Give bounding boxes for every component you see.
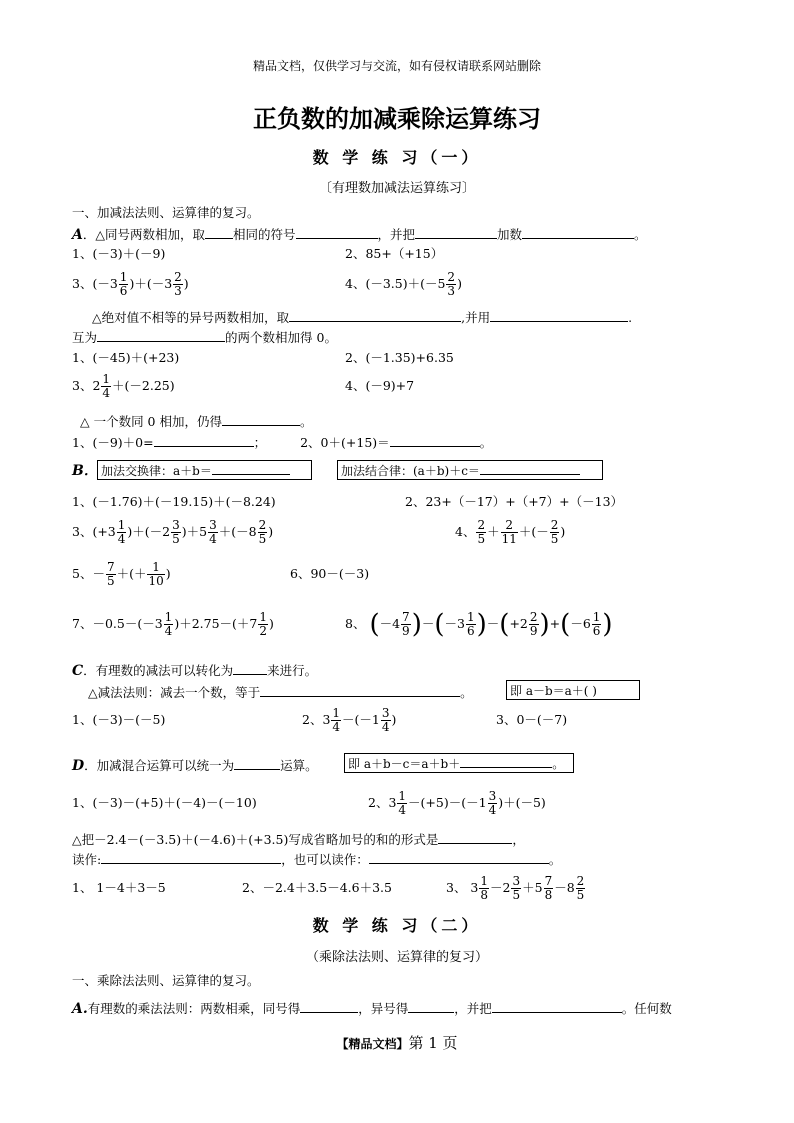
- num: 3: [488, 789, 497, 803]
- text: ，并把: [454, 1001, 492, 1016]
- den: 9: [529, 624, 538, 638]
- blank: [460, 755, 552, 768]
- text: 。: [634, 227, 647, 242]
- den: 5: [172, 532, 180, 546]
- text: )＋(－5): [498, 795, 546, 810]
- blank: [234, 756, 280, 770]
- blank: [300, 999, 358, 1013]
- a-q6: 2、(－1.35)+6.35: [345, 350, 454, 365]
- text: 。: [460, 685, 473, 700]
- den: 5: [550, 532, 559, 546]
- fraction: [258, 519, 268, 546]
- text: △减法法则：减去一个数，等于: [88, 685, 261, 700]
- a-rule2b: [72, 328, 337, 346]
- b-q8: 8、 (－4 $\frac{7}{9}$ )－(－3 $\frac{1}{6}$ )－(+2 $\frac{2}{9}$ )+(－6 $\frac{1}{6}$ ): [345, 609, 613, 640]
- text: －2: [490, 880, 511, 895]
- text: ): [268, 524, 274, 539]
- den: 4: [209, 532, 217, 546]
- fraction: [258, 611, 268, 638]
- num: 2: [529, 610, 538, 624]
- blank: [492, 999, 622, 1013]
- text: ，也可以读作：: [281, 852, 369, 867]
- section2-heading: 一、乘除法法则、运算律的复习。: [72, 973, 260, 988]
- a-q4: [345, 268, 462, 300]
- part2-subtitle: （乘除法法则、运算律的复习）: [305, 950, 488, 965]
- fraction: [171, 519, 181, 546]
- den: 6: [119, 284, 128, 298]
- num: 2: [576, 874, 585, 888]
- num: 1: [259, 610, 267, 624]
- text: 3、2: [72, 378, 101, 393]
- num: 1: [480, 874, 489, 888]
- a-rule3: [80, 412, 313, 430]
- fraction: [208, 519, 218, 546]
- den: 3: [174, 284, 182, 298]
- blank: [522, 225, 634, 239]
- text: ,并用: [461, 310, 491, 325]
- fraction: [550, 519, 560, 546]
- text: －4: [379, 616, 401, 631]
- den: 8: [544, 888, 553, 902]
- blank: [438, 830, 512, 844]
- text: )＋(－3: [129, 276, 173, 291]
- text: ．有理数的减法可以转化为: [83, 663, 234, 678]
- fraction: [381, 707, 391, 734]
- num: 1: [102, 372, 111, 386]
- fraction: [544, 875, 554, 902]
- num: 2: [477, 518, 486, 532]
- text: .: [628, 310, 633, 325]
- text: 即 a＋b－c＝a＋b＋: [348, 757, 461, 771]
- d-label: D: [72, 758, 85, 774]
- c-rule: [72, 661, 317, 679]
- fraction: [106, 561, 116, 588]
- fraction: [164, 611, 174, 638]
- text: ．加减混合运算可以统一为: [84, 758, 235, 773]
- blank: [101, 850, 281, 864]
- text: 8、: [345, 616, 366, 631]
- den: 6: [592, 624, 601, 638]
- d-q4: 2、－2.4＋3.5－4.6＋3.5: [242, 880, 392, 895]
- den: 4: [332, 720, 341, 734]
- den: 4: [398, 803, 407, 817]
- text: ，: [512, 832, 525, 847]
- text: －3: [444, 616, 465, 631]
- den: 5: [106, 574, 115, 588]
- num: 2: [550, 518, 559, 532]
- text: ；: [253, 435, 267, 450]
- d-rule3: [72, 850, 561, 868]
- den: 11: [501, 532, 517, 546]
- text: 加数: [497, 227, 523, 242]
- num: 1: [332, 706, 341, 720]
- c-q1: 1、(－3)－(－5): [72, 712, 166, 727]
- num: 7: [106, 560, 115, 574]
- text: ＋(－2.25): [112, 378, 175, 393]
- text: 2、0＋(+15)＝: [300, 435, 390, 450]
- footer-tag: 【精品文档】: [336, 1037, 409, 1051]
- text: －6: [570, 616, 591, 631]
- text: △绝对值不相等的异号两数相加，取: [92, 310, 290, 325]
- d-q2: [368, 785, 546, 821]
- blank: [212, 462, 290, 475]
- fraction: [592, 611, 602, 638]
- text: ，异号得: [358, 1001, 409, 1016]
- a-q7: [72, 370, 175, 402]
- page-number: 第 1 页: [408, 1034, 458, 1052]
- text: ): [457, 276, 462, 291]
- den: 4: [164, 624, 173, 638]
- text: +2: [509, 616, 528, 631]
- fraction: [501, 519, 518, 546]
- text: 。: [479, 435, 493, 450]
- text: ): [269, 616, 274, 631]
- a-q9: [72, 433, 492, 451]
- blank: [390, 433, 480, 447]
- blank: [205, 225, 233, 239]
- text: 互为: [72, 330, 98, 345]
- num: 3: [172, 518, 180, 532]
- text: 加法结合律：(a＋b)＋c＝: [341, 464, 480, 478]
- section1-heading: 一、加减法法则、运算律的复习。: [72, 205, 260, 220]
- blank: [97, 328, 225, 342]
- den: 8: [480, 888, 489, 902]
- den: 4: [488, 803, 497, 817]
- b-commutative-box: [97, 460, 312, 480]
- num: 2: [447, 270, 456, 284]
- text: 7、－0.5－(－3: [72, 616, 163, 631]
- text: 3、 3: [446, 880, 479, 895]
- page-header: 精品文档，仅供学习与交流，如有侵权请联系网站删除: [252, 59, 541, 73]
- blank: [233, 661, 267, 675]
- den: 6: [466, 624, 475, 638]
- fraction: [117, 519, 127, 546]
- text: 。: [552, 757, 565, 771]
- c-q2: [302, 702, 396, 738]
- den: 5: [512, 888, 521, 902]
- d-q3: 1、 1－4＋3－5: [72, 880, 166, 895]
- page-title: 正负数的加减乘除运算练习: [253, 104, 541, 133]
- text: －(+5)－(－1: [408, 795, 487, 810]
- text: ): [560, 524, 566, 539]
- b-q4: [455, 514, 565, 550]
- blank: [415, 225, 497, 239]
- den: 5: [258, 532, 267, 546]
- num: 3: [512, 874, 521, 888]
- num: 7: [544, 874, 553, 888]
- d-rule: [72, 756, 318, 774]
- text: △ 一个数同 0 相加，仍得: [80, 414, 222, 429]
- text: 来进行。: [267, 663, 318, 678]
- text: B: [72, 463, 84, 479]
- text: 。: [300, 414, 313, 429]
- blank: [222, 412, 300, 426]
- fraction: [397, 790, 407, 817]
- text: ＋(－: [518, 524, 549, 539]
- text: 5、－: [72, 566, 105, 581]
- b-associative-box: [337, 460, 603, 480]
- a-label: A: [72, 227, 83, 243]
- a-q3: [72, 268, 189, 300]
- den: 4: [117, 532, 126, 546]
- d-q5: [446, 870, 586, 906]
- den: 4: [381, 720, 390, 734]
- a-q1: 1、(－3)＋(－9): [72, 246, 166, 261]
- text: 4、(－3.5)＋(－5: [345, 276, 446, 291]
- text: ＋(－8: [218, 524, 257, 539]
- b-q2: 2、23+（－17）+（+7）+（－13）: [405, 494, 624, 509]
- den: 2: [259, 624, 267, 638]
- text: 的两个数相加得 0。: [225, 330, 337, 345]
- text: ＋5: [522, 880, 543, 895]
- fraction: [101, 373, 111, 400]
- den: 4: [102, 386, 111, 400]
- fraction: [147, 561, 164, 588]
- c-label: C: [72, 663, 84, 679]
- part2-title: 数 学 练 习（二）: [312, 916, 482, 935]
- d-box: [344, 753, 574, 773]
- num: 2: [258, 518, 267, 532]
- b-q6: 6、90－(－3): [290, 566, 370, 581]
- text: )＋(－2: [127, 524, 171, 539]
- num: 7: [402, 610, 410, 624]
- text: －8: [554, 880, 575, 895]
- den: 5: [576, 888, 585, 902]
- part1-subtitle: 〔有理数加减法运算练习〕: [318, 181, 475, 196]
- text: 3、(－3: [72, 276, 118, 291]
- fraction: [476, 519, 486, 546]
- c-q3: 3、0－(－7): [496, 712, 568, 727]
- d-q1: 1、(－3)－(+5)＋(－4)－(－10): [72, 795, 257, 810]
- num: 3: [381, 706, 390, 720]
- num: 1: [119, 270, 128, 284]
- num: 1: [164, 610, 173, 624]
- text: 。任何数: [621, 1001, 672, 1016]
- fraction: [401, 611, 411, 638]
- blank: [490, 308, 628, 322]
- page-footer: [0, 1035, 794, 1052]
- text: )＋5: [181, 524, 208, 539]
- text: ): [183, 276, 189, 291]
- d-rule2: [72, 830, 525, 848]
- a-q5: 1、(－45)＋(+23): [72, 350, 180, 365]
- fraction: [119, 271, 129, 298]
- a2-label: A.: [72, 1001, 88, 1017]
- text: ＋(＋: [116, 566, 147, 581]
- text: ，并把: [377, 227, 416, 242]
- b-q5: [72, 556, 171, 592]
- fraction: [446, 271, 456, 298]
- fraction: [173, 271, 183, 298]
- num: 2: [501, 519, 518, 533]
- den: 10: [148, 574, 164, 588]
- text: 4、: [455, 524, 476, 539]
- c-rule2: [88, 683, 473, 701]
- text: 。: [548, 852, 562, 867]
- blank: [369, 850, 549, 864]
- b-label: B．: [72, 463, 98, 479]
- text: 读作:: [72, 852, 102, 867]
- blank: [289, 308, 461, 322]
- num: 3: [209, 518, 217, 532]
- num: 1: [398, 789, 407, 803]
- fraction: [529, 611, 539, 638]
- blank: [480, 462, 580, 475]
- fraction: [466, 611, 476, 638]
- num: 1: [592, 610, 601, 624]
- text: 加法交换律：a＋b＝: [101, 464, 212, 478]
- b-q7: [72, 606, 274, 642]
- num: 1: [466, 610, 475, 624]
- text: ．△同号两数相加，取: [82, 227, 205, 242]
- text: ): [391, 712, 397, 727]
- text: 相同的符号: [233, 227, 296, 242]
- part1-title: 数 学 练 习（一）: [312, 148, 482, 167]
- text: －(－1: [342, 712, 380, 727]
- b-q1: 1、(－1.76)＋(－19.15)＋(－8.24): [72, 494, 276, 509]
- text: 1、(－9)＋0=: [72, 435, 154, 450]
- text: )＋2.75－(＋7: [174, 616, 258, 631]
- a2-rule: [72, 999, 672, 1017]
- a-q8: 4、(－9)+7: [345, 378, 415, 393]
- text: △把－2.4－(－3.5)＋(－4.6)＋(+3.5)写成省略加号的和的形式是: [72, 832, 439, 847]
- num: 1: [117, 518, 126, 532]
- text: ): [165, 566, 171, 581]
- a-rule2: [92, 308, 632, 326]
- num: 2: [174, 270, 182, 284]
- blank: [154, 433, 254, 447]
- text: 2、3: [368, 795, 397, 810]
- fraction: [331, 707, 341, 734]
- text: 3、(+3: [72, 524, 116, 539]
- den: 9: [402, 624, 410, 638]
- text: ＋: [487, 524, 500, 539]
- fraction: [488, 790, 498, 817]
- den: 5: [477, 532, 486, 546]
- b-q3: [72, 514, 273, 550]
- blank: [408, 999, 454, 1013]
- blank: [296, 225, 378, 239]
- fraction: [511, 875, 521, 902]
- num: 1: [147, 561, 164, 575]
- text: 运算。: [280, 758, 318, 773]
- text: 有理数的乘法法则：两数相乘，同号得: [87, 1001, 301, 1016]
- text: 2、3: [302, 712, 331, 727]
- a-rule1: [72, 225, 647, 243]
- blank: [260, 683, 460, 697]
- fraction: [576, 875, 586, 902]
- den: 3: [447, 284, 456, 298]
- a-q2: 2、85+（+15）: [345, 246, 444, 261]
- fraction: [479, 875, 489, 902]
- c-box: 即 a－b＝a＋( ): [506, 680, 640, 700]
